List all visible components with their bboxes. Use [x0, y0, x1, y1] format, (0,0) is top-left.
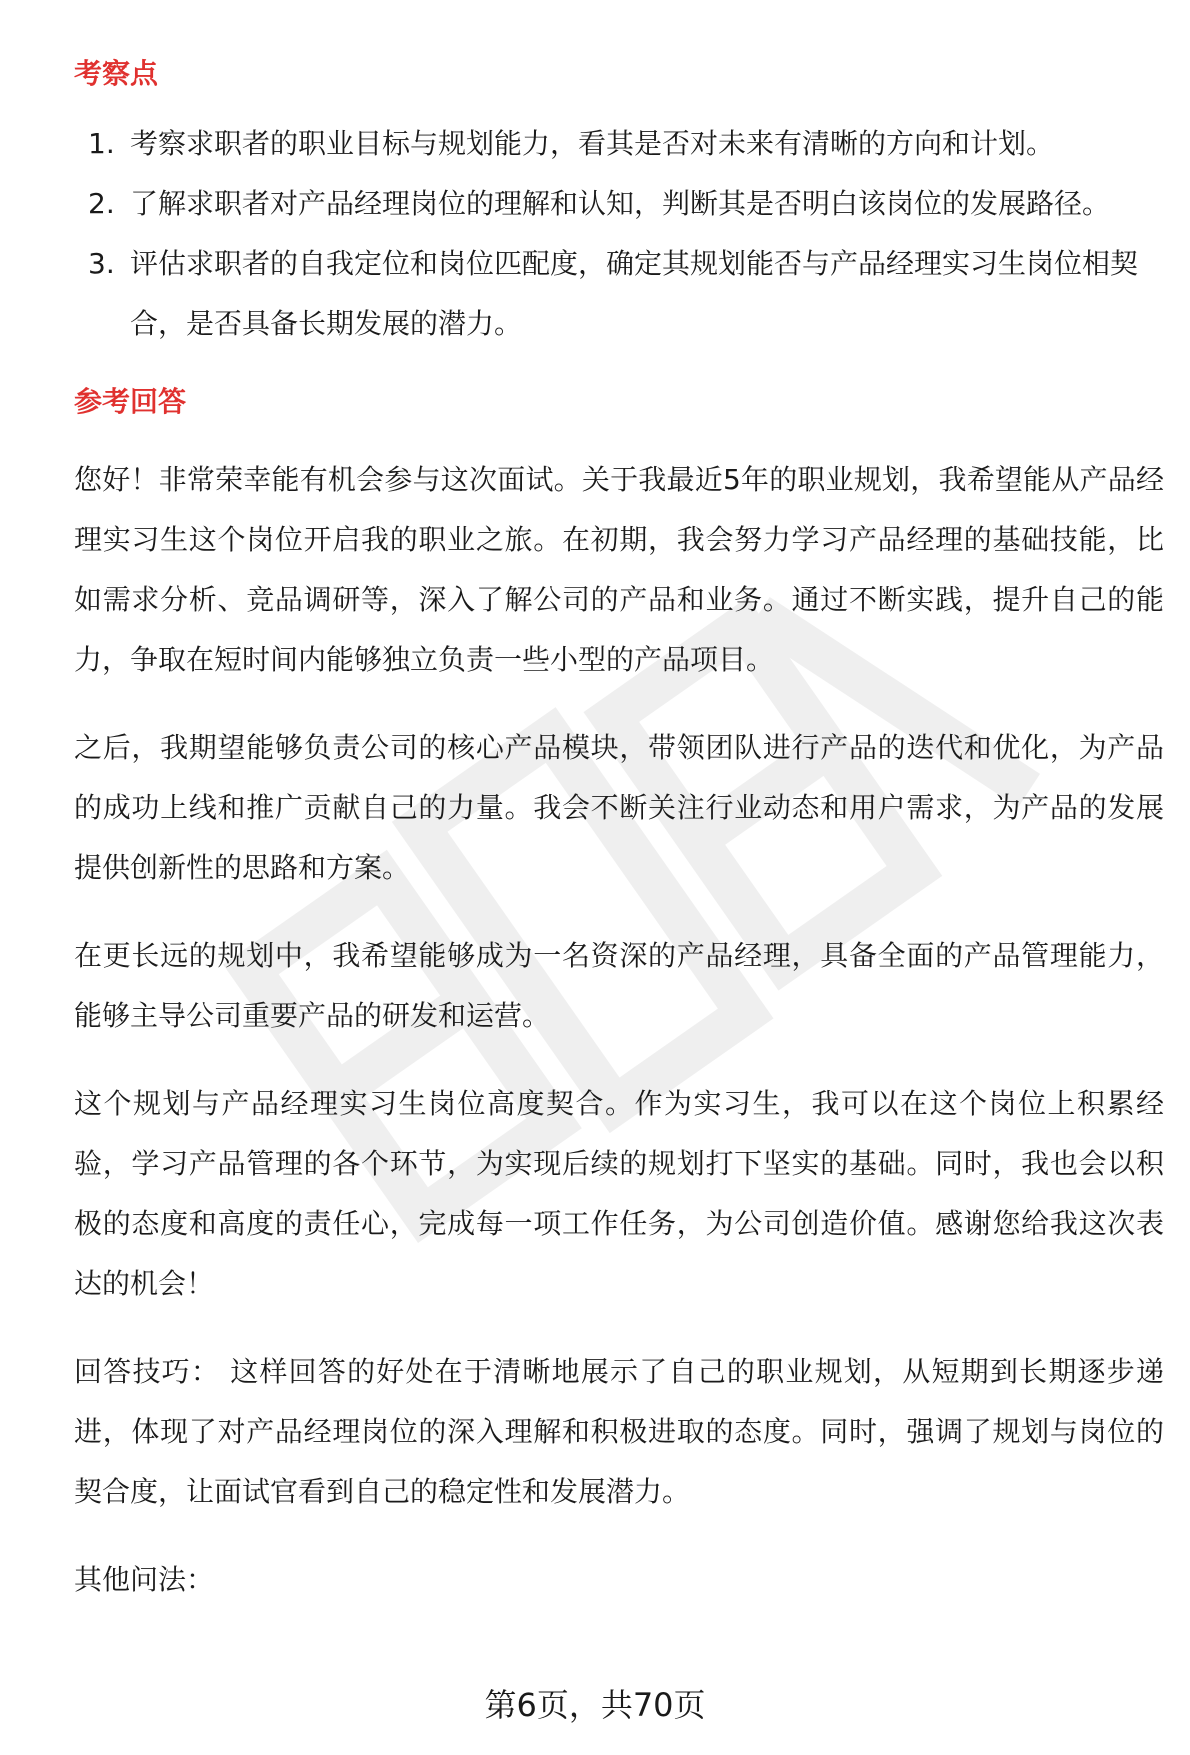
list-item-text: 评估求职者的自我定位和岗位匹配度，确定其规划能否与产品经理实习生岗位相契合，是否具备长期发展的潜力。	[130, 247, 1139, 340]
list-item	[74, 234, 1164, 354]
answer-tips-paragraph: 回答技巧： 这样回答的好处在于清晰地展示了自己的职业规划，从短期到长期逐步递进，体现了对产品经理岗位的深入理解和积极进取的态度。同时，强调了规划与岗位的契合度，让面试官看到自己的稳定性和发展潜力。	[74, 1355, 1164, 1508]
list-item	[74, 114, 1164, 174]
answer-paragraph: 在更长远的规划中，我希望能够成为一名资深的产品经理，具备全面的产品管理能力，能够主导公司重要产品的研发和运营。	[74, 939, 1164, 1032]
page-number: 第6页，共70页	[484, 1686, 706, 1724]
answer-paragraph: 这个规划与产品经理实习生岗位高度契合。作为实习生，我可以在这个岗位上积累经验，学习产品管理的各个环节，为实现后续的规划打下坚实的基础。同时，我也会以积极的态度和高度的责任心，完成每一项工作任务，为公司创造价值。感谢您给我这次表达的机会！	[74, 1087, 1164, 1300]
answer-paragraph: 您好！非常荣幸能有机会参与这次面试。关于我最近5年的职业规划，我希望能从产品经理实习生这个岗位开启我的职业之旅。在初期，我会努力学习产品经理的基础技能，比如需求分析、竞品调研等，深入了解公司的产品和业务。通过不断实践，提升自己的能力，争取在短时间内能够独立负责一些小型的产品项目。	[74, 463, 1164, 676]
list-item-text: 考察求职者的职业目标与规划能力，看其是否对未来有清晰的方向和计划。	[130, 127, 1055, 160]
list-item-number: 1.	[88, 127, 115, 160]
list-item-text: 了解求职者对产品经理岗位的理解和认知，判断其是否明白该岗位的发展路径。	[130, 187, 1111, 220]
section-title-points: 考察点	[74, 57, 159, 90]
other-questions-label: 其他问法：	[74, 1563, 215, 1596]
main-content	[74, 44, 1164, 1610]
list-item-number: 2.	[88, 187, 115, 220]
list-item	[74, 174, 1164, 234]
list-item-number: 3.	[88, 247, 115, 280]
points-list	[74, 114, 1164, 354]
section-title-answer: 参考回答	[74, 385, 187, 418]
answer-paragraph: 之后，我期望能够负责公司的核心产品模块，带领团队进行产品的迭代和优化，为产品的成功上线和推广贡献自己的力量。我会不断关注行业动态和用户需求，为产品的发展提供创新性的思路和方案。	[74, 731, 1164, 884]
